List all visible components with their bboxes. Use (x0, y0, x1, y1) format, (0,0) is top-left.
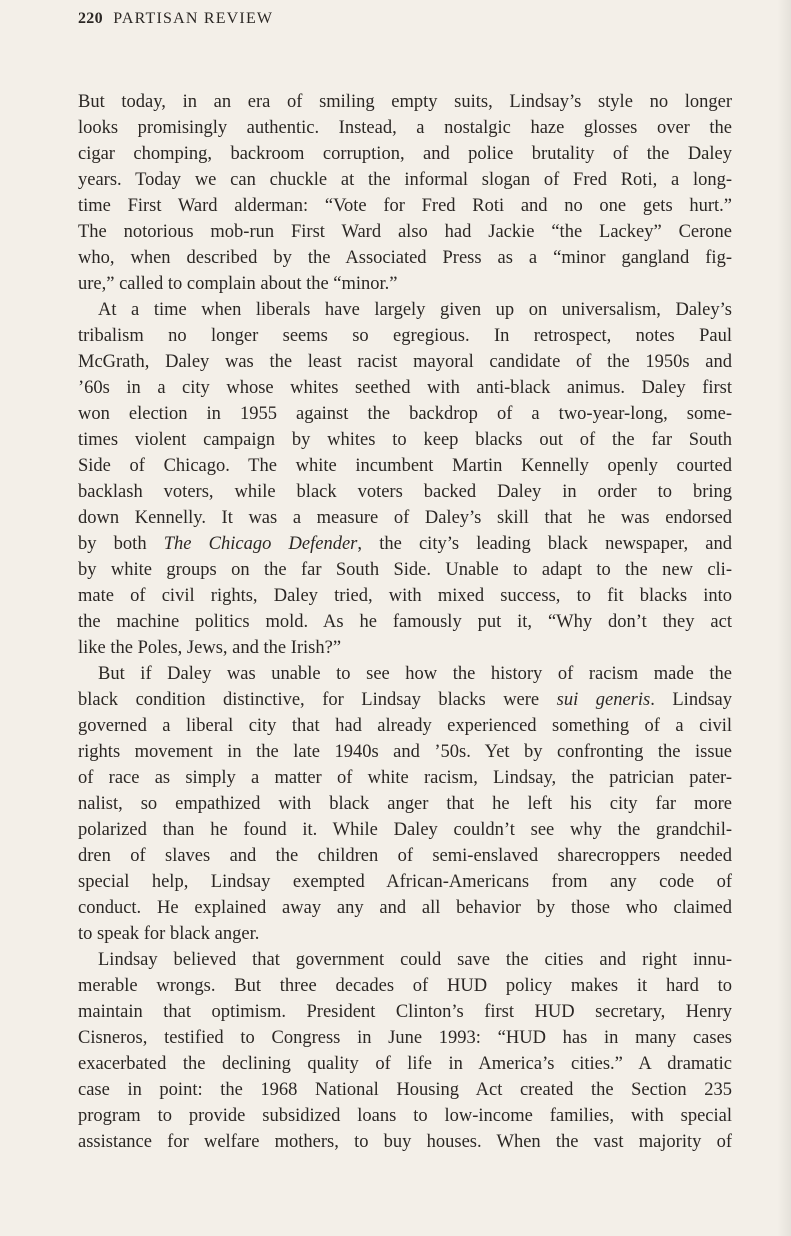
text-line: looks promisingly authentic. Instead, a nostalgic haze glosses over the (78, 118, 732, 138)
paragraph (78, 661, 732, 947)
paragraph (78, 297, 732, 661)
text-line: case in point: the 1968 National Housing Act created the Section 235 (78, 1080, 732, 1100)
text-line: At a time when liberals have largely given up on universalism, Daley’s (98, 300, 732, 320)
page-edge-shadow (777, 0, 791, 1236)
text-line: But today, in an era of smiling empty suits, Lindsay’s style no longer (78, 92, 732, 112)
text-line: McGrath, Daley was the least racist mayoral candidate of the 1950s and (78, 352, 732, 372)
text-line: nalist, so empathized with black anger that he left his city far more (78, 794, 732, 814)
text-line: ’60s in a city whose whites seethed with anti-black animus. Daley first (78, 378, 732, 398)
text-line: merable wrongs. But three decades of HUD policy makes it hard to (78, 976, 732, 996)
text-line: tribalism no longer seems so egregious. In retrospect, notes Paul (78, 326, 732, 346)
text-line: Side of Chicago. The white incumbent Martin Kennelly openly courted (78, 456, 732, 476)
text-line: to speak for black anger. (78, 924, 260, 944)
text-line: program to provide subsidized loans to low-income families, with special (78, 1106, 732, 1126)
paragraph (78, 947, 732, 1155)
text-line: special help, Lindsay exempted African-Americans from any code of (78, 872, 732, 892)
text-line: the machine politics mold. As he famously put it, “Why don’t they act (78, 612, 732, 632)
text-line: ure,” called to complain about the “minor.” (78, 274, 398, 294)
text-line: exacerbated the declining quality of life in America’s cities.” A dramatic (78, 1054, 732, 1074)
journal-title: PARTISAN REVIEW (113, 10, 274, 27)
page-number: 220 (78, 10, 103, 27)
text-line: like the Poles, Jews, and the Irish?” (78, 638, 342, 658)
text-line: who, when described by the Associated Press as a “minor gangland fig- (78, 248, 732, 268)
text-line: black condition distinctive, for Lindsay blacks were sui generis. Lindsay (78, 690, 732, 710)
text-line: maintain that optimism. President Clinton’s first HUD secretary, Henry (78, 1002, 732, 1022)
text-line: cigar chomping, backroom corruption, and police brutality of the Daley (78, 144, 732, 164)
text-line: years. Today we can chuckle at the informal slogan of Fred Roti, a long- (78, 170, 732, 190)
text-line: backlash voters, while black voters backed Daley in order to bring (78, 482, 732, 502)
text-line: mate of civil rights, Daley tried, with mixed success, to fit blacks into (78, 586, 732, 606)
text-line: time First Ward alderman: “Vote for Fred Roti and no one gets hurt.” (78, 196, 732, 216)
text-line: down Kennelly. It was a measure of Daley’s skill that he was endorsed (78, 508, 732, 528)
body-text (78, 89, 732, 1155)
text-line: Lindsay believed that government could save the cities and right innu- (98, 950, 732, 970)
text-line: times violent campaign by whites to keep blacks out of the far South (78, 430, 732, 450)
text-line: governed a liberal city that had already experienced something of a civil (78, 716, 732, 736)
text-line: rights movement in the late 1940s and ’50s. Yet by confronting the issue (78, 742, 732, 762)
text-line: The notorious mob-run First Ward also had Jackie “the Lackey” Cerone (78, 222, 732, 242)
text-line: But if Daley was unable to see how the history of racism made the (98, 664, 732, 684)
text-line: dren of slaves and the children of semi-enslaved sharecroppers needed (78, 846, 732, 866)
text-line: Cisneros, testified to Congress in June 1993: “HUD has in many cases (78, 1028, 732, 1048)
running-head (78, 10, 273, 28)
paragraph (78, 89, 732, 297)
text-line: polarized than he found it. While Daley couldn’t see why the grandchil- (78, 820, 732, 840)
text-line: by white groups on the far South Side. Unable to adapt to the new cli- (78, 560, 732, 580)
text-line: assistance for welfare mothers, to buy houses. When the vast majority of (78, 1132, 732, 1152)
text-line: by both The Chicago Defender, the city’s leading black newspaper, and (78, 534, 732, 554)
text-line: conduct. He explained away any and all behavior by those who claimed (78, 898, 732, 918)
text-line: of race as simply a matter of white racism, Lindsay, the patrician pater- (78, 768, 732, 788)
text-line: won election in 1955 against the backdrop of a two-year-long, some- (78, 404, 732, 424)
